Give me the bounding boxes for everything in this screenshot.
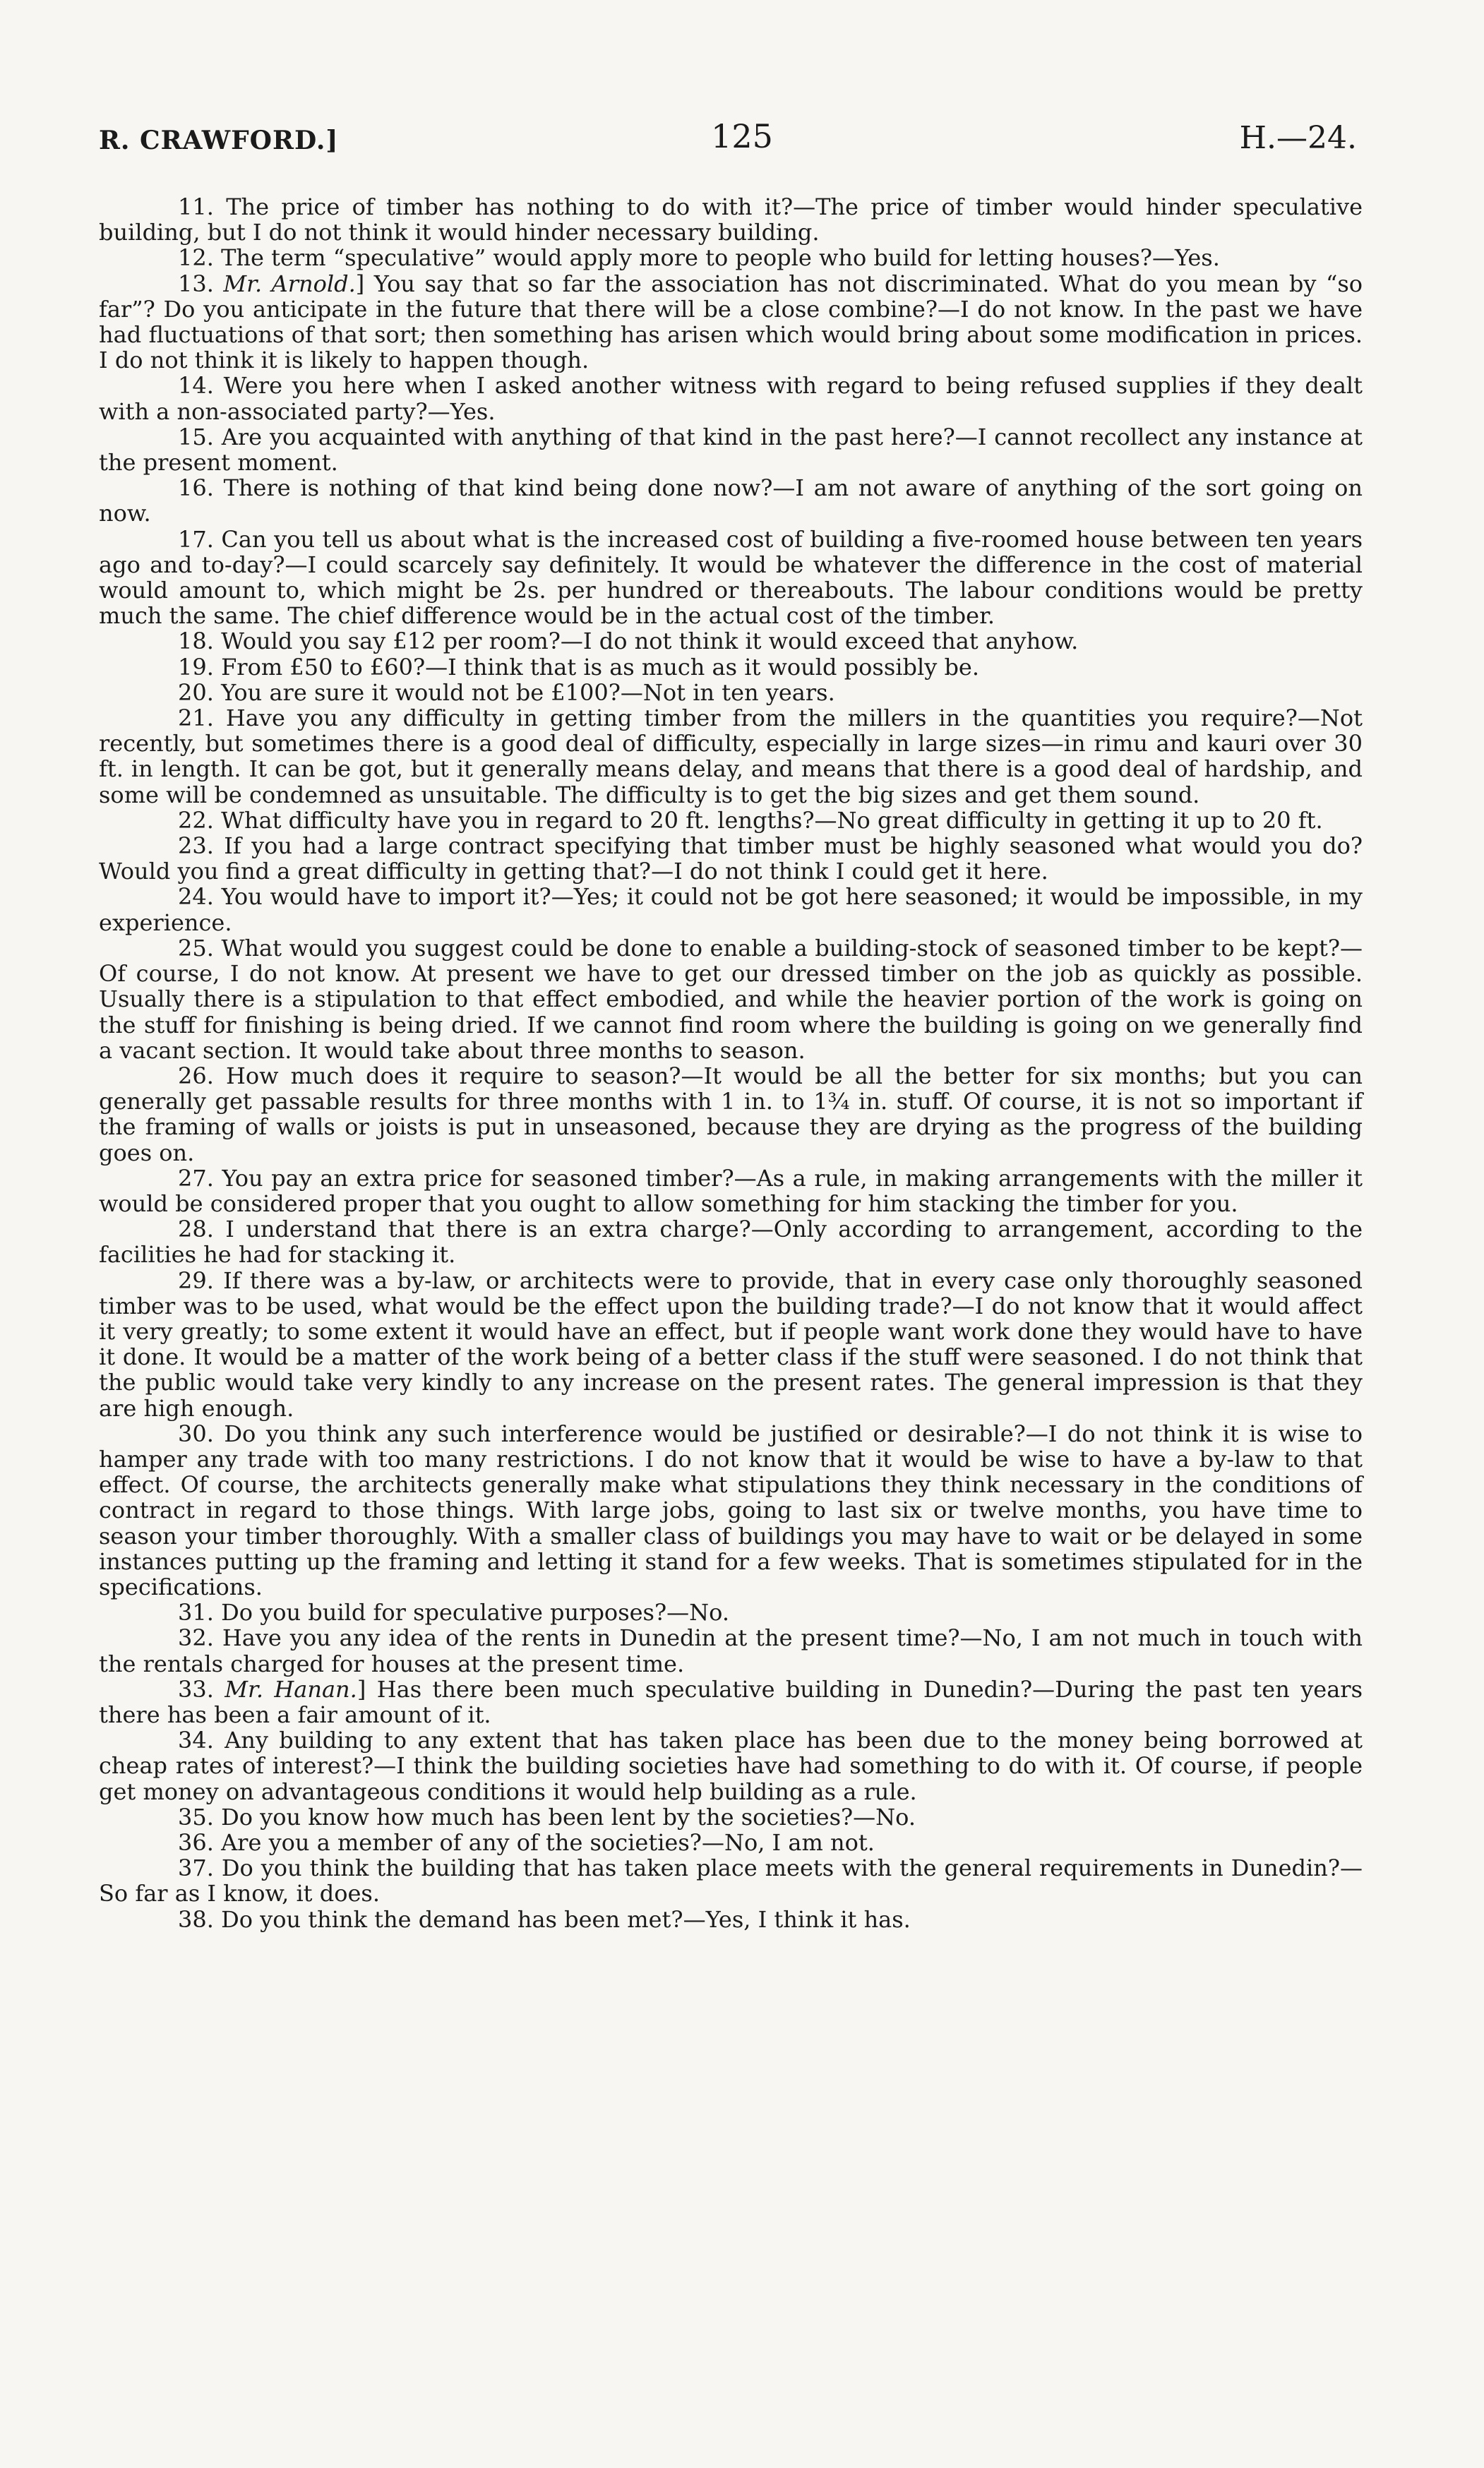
paragraph-text: 38. Do you think the demand has been met?—Yes, I think it has. [178, 1905, 911, 1933]
paragraph-text: ] Has there been much speculative building in Dunedin?—During the past ten years there has been a fair amount of it. [99, 1675, 1363, 1728]
paragraph-text: 31. Do you build for speculative purposes?—No. [178, 1599, 729, 1627]
document-reference: H.—24. [1239, 120, 1357, 156]
question-answer-paragraph [99, 1421, 1363, 1600]
question-answer-paragraph [99, 1804, 1363, 1830]
paragraph-text: 23. If you had a large contract specifying that timber must be highly seasoned what would you do? Would you find a great difficulty in getting that?—I do not think I could get it here. [99, 832, 1363, 885]
paragraph-text: 22. What difficulty have you in regard to 20 ft. lengths?—No great difficulty in getting it up to 20 ft. [178, 806, 1323, 834]
question-answer-paragraph [99, 1600, 1363, 1625]
question-answer-paragraph [99, 705, 1363, 808]
paragraph-text: 36. Are you a member of any of the societies?—No, I am not. [178, 1829, 875, 1856]
question-answer-paragraph [99, 1855, 1363, 1906]
question-answer-paragraph [99, 424, 1363, 475]
question-answer-paragraph [99, 245, 1363, 270]
paragraph-text: 34. Any building to any extent that has taken place has been due to the money being borrowed at cheap rates of interest?—I think the building societies have had something to do with it. Of course, if people get money on advantageous conditions it would help building as a rule. [99, 1727, 1363, 1805]
question-answer-paragraph [99, 1830, 1363, 1855]
question-answer-paragraph [99, 808, 1363, 833]
paragraph-text: ] You say that so far the association has not discriminated. What do you mean by “so far”? Do you anticipate in the future that there will be a close combine?—I do not know. In the past we have had fluctuations of that sort; then something has arisen which would bring about some modification in prices. I do not think it is likely to happen though. [99, 270, 1363, 374]
question-answer-paragraph [99, 475, 1363, 526]
paragraph-text: 28. I understand that there is an extra charge?—Only according to arrangement, according to the facilities he had for stacking it. [99, 1216, 1363, 1269]
question-answer-paragraph [99, 1166, 1363, 1216]
paragraph-text: 18. Would you say £12 per room?—I do not think it would exceed that anyhow. [178, 628, 1079, 655]
question-answer-paragraph [99, 1216, 1363, 1267]
question-answer-paragraph [99, 1063, 1363, 1166]
speaker-name: Mr. Hanan. [225, 1675, 357, 1703]
paragraph-text: 19. From £50 to £60?—I think that is as much as it would possibly be. [178, 653, 980, 681]
question-answer-paragraph [99, 271, 1363, 373]
question-answer-paragraph [99, 884, 1363, 935]
header-witness-name: R. CRAWFORD.] [99, 126, 339, 155]
question-answer-paragraph [99, 1727, 1363, 1804]
paragraph-text: 32. Have you any idea of the rents in Dunedin at the present time?—No, I am not much in touch with the rentals charged for houses at the present time. [99, 1624, 1363, 1677]
paragraph-text: 11. The price of timber has nothing to do with it?—The price of timber would hinder speculative building, but I do not think it would hinder necessary building. [99, 193, 1363, 246]
paragraph-text: 26. How much does it require to season?—It would be all the better for six months; but you can generally get passable results for three months with 1 in. to 1¾ in. stuff. Of course, it is not so important if the framing of walls or joists is put in unseasoned, because they are drying as the progress of the building goes on. [99, 1062, 1363, 1166]
paragraph-text: 14. Were you here when I asked another witness with regard to being refused supplies if they dealt with a non-associated party?—Yes. [99, 372, 1363, 425]
paragraph-text: 15. Are you acquainted with anything of that kind in the past here?—I cannot recollect any instance at the present moment. [99, 423, 1363, 477]
paragraph-text: 13. [178, 270, 224, 297]
page-number: 125 [711, 117, 773, 155]
question-answer-paragraph [99, 1907, 1363, 1932]
question-answer-paragraph [99, 680, 1363, 705]
paragraph-text: 25. What would you suggest could be done to enable a building-stock of seasoned timber to be kept?—Of course, I do not know. At present we have to get our dressed timber on the job as quickly as possible. Usually there is a stipulation to that effect embodied, and while the heavier portion of the work is going on the stuff for finishing is being dried. If we cannot find room where the building is going on we generally find a vacant section. It would take about three months to season. [99, 934, 1363, 1064]
paragraph-text: 27. You pay an extra price for seasoned timber?—As a rule, in making arrangements with the miller it would be considered proper that you ought to allow something for him stacking the timber for you. [99, 1164, 1363, 1217]
question-answer-paragraph [99, 1625, 1363, 1676]
question-answer-paragraph [99, 833, 1363, 884]
question-answer-paragraph [99, 628, 1363, 654]
testimony-body [99, 194, 1363, 1932]
question-answer-paragraph [99, 935, 1363, 1063]
question-answer-paragraph [99, 373, 1363, 424]
question-answer-paragraph [99, 654, 1363, 680]
speaker-name: Mr. Arnold. [223, 270, 356, 297]
paragraph-text: 37. Do you think the building that has taken place meets with the general requirements in Dunedin?—So far as I know, it does. [99, 1855, 1363, 1907]
question-answer-paragraph [99, 194, 1363, 245]
question-answer-paragraph [99, 527, 1363, 629]
question-answer-paragraph [99, 1268, 1363, 1421]
paragraph-text: 35. Do you know how much has been lent by the societies?—No. [178, 1803, 916, 1831]
paragraph-text: 24. You would have to import it?—Yes; it could not be got here seasoned; it would be impossible, in my experience. [99, 883, 1363, 936]
paragraph-text: 30. Do you think any such interference would be justified or desirable?—I do not think it is wise to hamper any trade with too many restrictions. I do not know that it would be wise to have a by-law to that effect. Of course, the architects generally make what stipulations they think necessary in the conditions of contract in regard to those things. With large jobs, going to last six or twelve months, you have time to season your timber thoroughly. With a smaller class of buildings you may have to wait or be delayed in some instances putting up the framing and letting it stand for a few weeks. That is sometimes stipulated for in the specifications. [99, 1420, 1363, 1600]
paragraph-text: 33. [178, 1675, 225, 1703]
paragraph-text: 16. There is nothing of that kind being done now?—I am not aware of anything of the sort going on now. [99, 474, 1363, 527]
paragraph-text: 12. The term “speculative” would apply more to people who build for letting houses?—Yes. [178, 244, 1220, 272]
paragraph-text: 17. Can you tell us about what is the increased cost of building a five-roomed house between ten years ago and to-day?—I could scarcely say definitely. It would be whatever the difference in the cost of material would amount to, which might be 2s. per hundred or thereabouts. The labour conditions would be pretty much the same. The chief difference would be in the actual cost of the timber. [99, 525, 1363, 630]
paragraph-text: 29. If there was a by-law, or architects were to provide, that in every case only thoroughly seasoned timber was to be used, what would be the effect upon the building trade?—I do not know that it would affect it very greatly; to some extent it would have an effect, but if people want work done they would have to have it done. It would be a matter of the work being of a better class if the stuff were seasoned. I do not think that the public would take very kindly to any increase on the present rates. The general impression is that they are high enough. [99, 1266, 1363, 1422]
paragraph-text: 21. Have you any difficulty in getting timber from the millers in the quantities you require?—Not recently, but sometimes there is a good deal of difficulty, especially in large sizes—in rimu and kauri over 30 ft. in length. It can be got, but it generally means delay, and means that there is a good deal of hardship, and some will be condemned as unsuitable. The difficulty is to get the big sizes and get them sound. [99, 705, 1363, 808]
question-answer-paragraph [99, 1677, 1363, 1727]
paragraph-text: 20. You are sure it would not be £100?—Not in ten years. [178, 678, 835, 706]
